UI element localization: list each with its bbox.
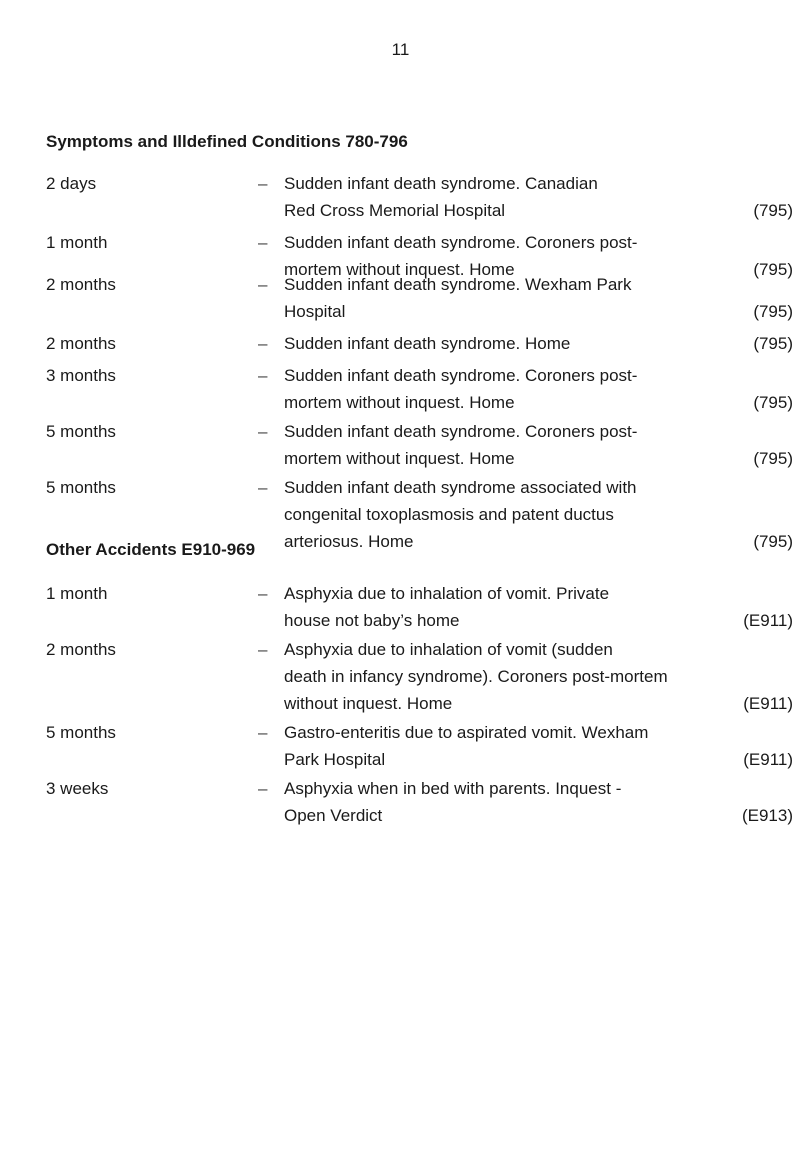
entry-description-line: Sudden infant death syndrome. Canadian xyxy=(284,174,598,193)
entry-description xyxy=(284,775,704,829)
entry-description xyxy=(284,271,704,325)
entry-description xyxy=(284,719,704,773)
entry-age: 2 months xyxy=(46,334,116,353)
entry-description xyxy=(284,636,704,717)
entry-age: 2 months xyxy=(46,640,116,659)
entry-code: (795) xyxy=(753,449,793,468)
entry-description-line: Red Cross Memorial Hospital xyxy=(284,201,506,220)
entry-age: 1 month xyxy=(46,584,108,603)
entry-description-line: Sudden infant death syndrome. Coroners post- xyxy=(284,366,638,385)
entry-dash: – xyxy=(258,723,268,742)
entry-age: 5 months xyxy=(46,422,116,441)
entry-age: 3 months xyxy=(46,366,116,385)
entry-code: (795) xyxy=(753,302,793,321)
entry-description-line: arteriosus. Home xyxy=(284,532,414,551)
entry-description-line: Sudden infant death syndrome. Coroners post- xyxy=(284,233,638,252)
entry-description-line: Asphyxia when in bed with parents. Inquest - xyxy=(284,779,622,798)
entry-code: (E911) xyxy=(743,611,793,630)
entry-description-line: Asphyxia due to inhalation of vomit (sudden xyxy=(284,640,613,659)
entry-code: (795) xyxy=(753,532,793,551)
entry-description-line: Asphyxia due to inhalation of vomit. Private xyxy=(284,584,610,603)
entry-description-line: without inquest. Home xyxy=(284,694,453,713)
entry-code: (E911) xyxy=(743,750,793,769)
entry-age: 5 months xyxy=(46,478,116,497)
entry-description-line: Sudden infant death syndrome associated with xyxy=(284,478,637,497)
entry-age: 1 month xyxy=(46,233,108,252)
entry-description-line: house not baby’s home xyxy=(284,611,460,630)
entry-description-line: mortem without inquest. Home xyxy=(284,449,515,468)
section-heading-other-accidents: Other Accidents E910-969 xyxy=(46,540,256,559)
entry-description xyxy=(284,418,704,472)
entry-code: (795) xyxy=(753,260,793,279)
entry-description-line: Hospital xyxy=(284,302,346,321)
entry-description-line: Gastro-enteritis due to aspirated vomit. Wexham xyxy=(284,723,649,742)
entry-dash: – xyxy=(258,422,268,441)
entry-dash: – xyxy=(258,366,268,385)
entry-description-line: Sudden infant death syndrome. Coroners post- xyxy=(284,422,638,441)
entry-dash: – xyxy=(258,275,268,294)
entry-description-line: Sudden infant death syndrome. Home xyxy=(284,334,571,353)
entry-description-line: death in infancy syndrome). Coroners post-mortem xyxy=(284,667,668,686)
entry-age: 2 months xyxy=(46,275,116,294)
entry-dash: – xyxy=(258,584,268,603)
entry-description-line: Park Hospital xyxy=(284,750,386,769)
entry-age: 5 months xyxy=(46,723,116,742)
entry-code: (795) xyxy=(753,334,793,353)
entry-dash: – xyxy=(258,174,268,193)
entry-code: (795) xyxy=(753,393,793,412)
entry-dash: – xyxy=(258,478,268,497)
entry-description xyxy=(284,580,704,634)
entry-dash: – xyxy=(258,640,268,659)
entry-description-line: mortem without inquest. Home xyxy=(284,393,515,412)
entry-code: (E913) xyxy=(741,806,793,825)
entry-description-line: congenital toxoplasmosis and patent ductus xyxy=(284,505,614,524)
section-heading-symptoms: Symptoms and Illdefined Conditions 780-796 xyxy=(46,132,408,151)
entry-dash: – xyxy=(258,779,268,798)
entry-description xyxy=(284,474,704,555)
entry-description xyxy=(284,170,704,224)
entry-dash: – xyxy=(258,233,268,252)
entry-description-line: mortem without inquest. Home xyxy=(284,260,515,279)
entry-description xyxy=(284,330,704,357)
entry-code: (E911) xyxy=(743,694,793,713)
entry-description xyxy=(284,362,704,416)
entry-description-line: Open Verdict xyxy=(284,806,383,825)
entry-dash: – xyxy=(258,334,268,353)
entry-description-line: Sudden infant death syndrome. Wexham Park xyxy=(284,275,632,294)
entry-code: (795) xyxy=(753,201,793,220)
entry-age: 3 weeks xyxy=(46,779,109,798)
entry-age: 2 days xyxy=(46,174,97,193)
page-number: 11 xyxy=(391,40,410,59)
